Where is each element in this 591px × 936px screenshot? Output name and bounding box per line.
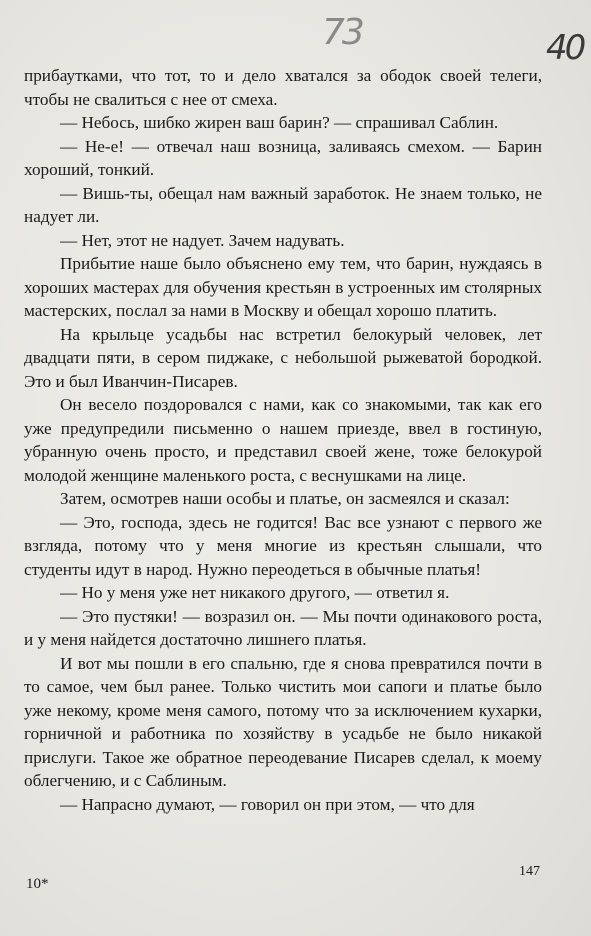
signature-mark: 10*: [26, 876, 49, 892]
handwritten-page-number: 73: [322, 12, 362, 53]
paragraph: И вот мы пошли в его спальню, где я снова превратился почти в то самое, чем был ранее. Только чистить мои сапоги и платье было уже некому, кроме меня самого, потому что за исключением кухарки, горничной и работника по хозяйству в усадьбе не было никакой прислуги. Такое же обратное переодевание Писарев сделал, к моему облегчению, и с Саблиным.: [24, 653, 542, 790]
handwritten-corner-number: 40: [546, 28, 584, 68]
paragraph: — Но у меня уже нет никакого другого, — ответил я.: [60, 583, 450, 602]
paragraph: — Вишь-ты, обещал нам важный заработок. Не знаем только, не надует ли.: [24, 183, 542, 226]
paragraph: прибаутками, что тот, то и дело хватался за ободок своей телеги, чтобы не свалиться с нее от смеха.: [24, 66, 542, 109]
paragraph: — Это, господа, здесь не годится! Вас все узнают с первого же взгляда, потому что у меня многие из крестьян слышали, что студенты идут в народ. Нужно переодеться в обычные платья!: [24, 512, 542, 579]
body-text: [24, 64, 542, 816]
paragraph: Он весело поздоровался с нами, как со знакомыми, так как его уже предупредили письменно о нашем приезде, ввел в гостиную, убранную очень просто, и представил своей жене, тоже белокурой молодой женщине маленького роста, с веснушками на лице.: [24, 395, 542, 485]
paragraph: — Нет, этот не надует. Зачем надувать.: [60, 230, 345, 250]
paragraph: — Не-е! — отвечал наш возница, заливаясь смехом. — Барин хороший, тонкий.: [24, 136, 542, 179]
paragraph: На крыльце усадьбы нас встретил белокурый человек, лет двадцати пяти, в сером пиджаке, с небольшой рыжеватой бородкой. Это и был Иванчин-Писарев.: [24, 324, 542, 391]
page-number: 147: [519, 864, 540, 879]
paragraph: Затем, осмотрев наши особы и платье, он засмеялся и сказал:: [60, 489, 510, 508]
paragraph: — Небось, шибко жирен ваш барин? — спрашивал Саблин.: [60, 113, 499, 132]
paragraph: — Это пустяки! — возразил он. — Мы почти одинакового роста, и у меня найдется достаточно лишнего платья.: [24, 606, 542, 649]
paragraph: — Напрасно думают, — говорил он при этом, — что для: [60, 794, 475, 814]
paragraph: Прибытие наше было объяснено ему тем, что барин, нуждаясь в хороших мастерах для обучения крестьян в устроенных им столярных мастерских, послал за нами в Москву и обещал хорошо платить.: [24, 254, 542, 320]
